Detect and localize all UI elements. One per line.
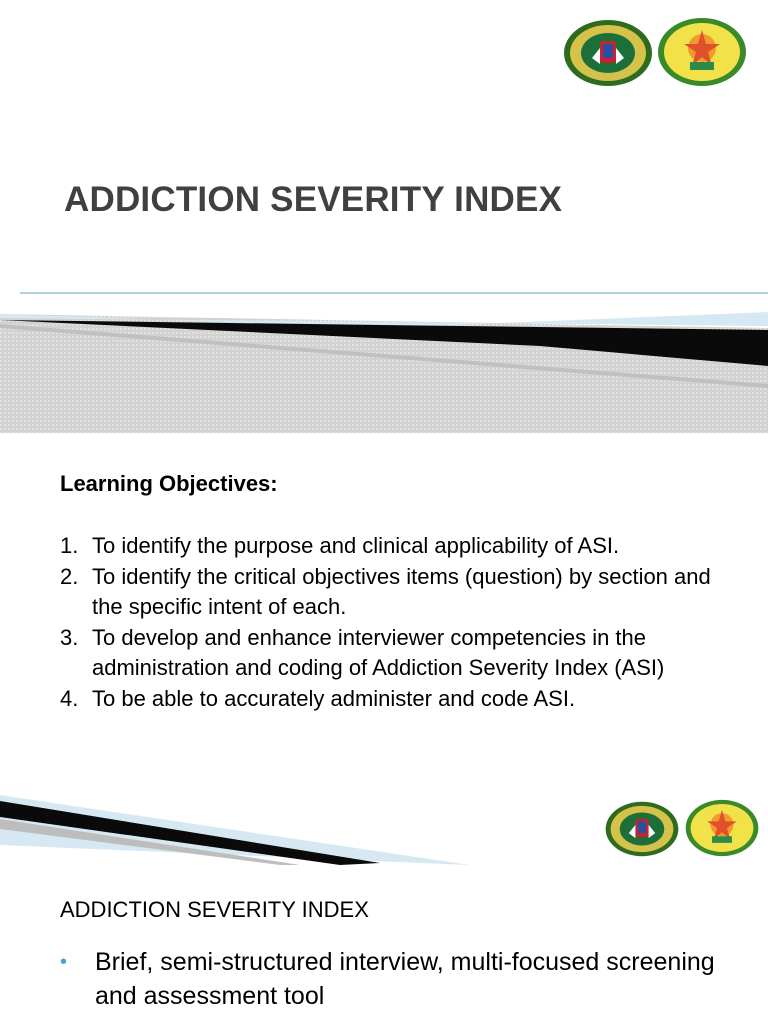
treatment-center-seal-icon	[656, 16, 748, 88]
objectives-list	[60, 531, 720, 714]
item-text: To develop and enhance interviewer competencies in the administration and coding of Addiction Severity Index (ASI)	[92, 624, 665, 680]
slide-title: ADDICTION SEVERITY INDEX	[64, 180, 563, 219]
objectives-slide	[0, 433, 768, 795]
list-item	[60, 945, 740, 1013]
item-number: 3.	[60, 624, 79, 650]
list-item	[60, 562, 720, 623]
doh-seal-icon	[604, 797, 680, 861]
doh-seal-icon	[562, 18, 654, 88]
treatment-center-seal-icon	[684, 795, 760, 861]
bullet-text: Brief, semi-structured interview, multi-focused screening and assessment tool	[95, 948, 715, 1010]
list-item	[60, 684, 720, 715]
title-slide	[0, 0, 768, 433]
decorative-band	[0, 288, 768, 433]
item-number: 4.	[60, 685, 79, 711]
list-item	[60, 531, 720, 562]
slide-title: ADDICTION SEVERITY INDEX	[60, 897, 369, 922]
item-text: To identify the critical objectives items (question) by section and the specific intent of each.	[92, 563, 711, 619]
item-number: 1.	[60, 533, 79, 558]
content-slide	[0, 795, 768, 1024]
bullet-marker: •	[60, 951, 68, 973]
item-number: 2.	[60, 563, 79, 589]
list-item	[60, 623, 720, 684]
item-text: To identify the purpose and clinical applicability of ASI.	[92, 533, 620, 558]
objectives-heading: Learning Objectives:	[60, 471, 278, 496]
item-text: To be able to accurately administer and code ASI.	[92, 685, 576, 711]
bullet-list	[60, 945, 740, 1013]
